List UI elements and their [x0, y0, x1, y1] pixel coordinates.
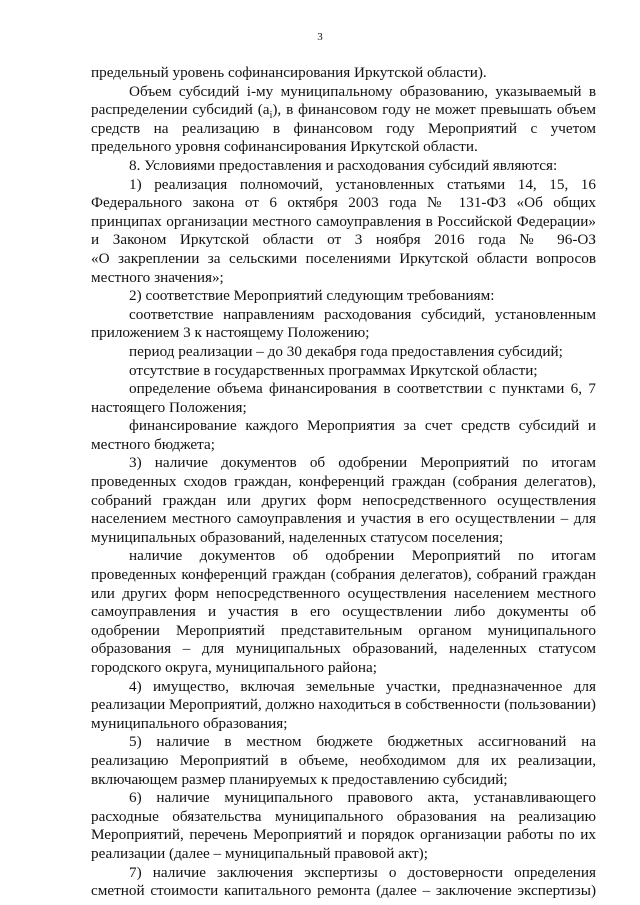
text-line: расходные обязательства муниципального образования на реализацию — [91, 807, 596, 825]
text-line: местного значения»; — [91, 268, 224, 286]
text-line: образования – для муниципальных образований, наделенных статусом — [91, 640, 596, 658]
text-line: включающем размер планируемых к предоставлению субсидий; — [91, 770, 508, 788]
text-line: 4) имущество, включая земельные участки, предназначенное для — [129, 677, 596, 695]
text-line: наличие документов об одобрении Мероприятий по итогам — [129, 547, 596, 565]
text-line: местного бюджета; — [91, 435, 215, 453]
text-line: принципах организации местного самоуправления в Российской Федерации» — [91, 212, 596, 230]
text-line: муниципального образования; — [91, 714, 288, 732]
text-line: городского округа, муниципального района; — [91, 659, 377, 676]
text-line: Федерального закона от 6 октября 2003 года № 131-ФЗ «Об общих — [91, 194, 596, 212]
text-line: приложением 3 к настоящему Положению; — [91, 324, 370, 342]
text-line: 3) наличие документов об одобрении Мероприятий по итогам — [129, 454, 596, 472]
text-line: предельный уровень софинансирования Иркутской области). — [91, 64, 487, 81]
text-line: отсутствие в государственных программах Иркутской области; — [129, 361, 538, 379]
text-line: реализацию Мероприятий в объеме, необходимом для их реализации, — [91, 751, 596, 769]
text-line: и Законом Иркутской области от 3 ноября 2016 года № 96-ОЗ — [91, 231, 596, 249]
text-line: «О закреплении за сельскими поселениями Иркутской области вопросов — [91, 249, 596, 267]
text-line: 7) наличие заключения экспертизы о достоверности определения — [129, 863, 596, 881]
document-body — [91, 64, 596, 901]
page-number: 3 — [317, 31, 323, 43]
text-line: населением местного самоуправления и участия в его осуществлении – для — [91, 510, 596, 528]
text-line: одобрении Мероприятий представительным органом муниципального — [91, 621, 596, 639]
text-line: или других форм непосредственного осуществления населением местного — [91, 584, 596, 602]
text-line: средств на реализацию в финансовом году Мероприятий с учетом — [91, 119, 596, 137]
text-line: распределении субсидий $(a_i)$, в финансовом году не может превышать объем — [91, 101, 596, 122]
text-line: 6) наличие муниципального правового акта, устанавливающего — [129, 789, 596, 807]
text-line: Мероприятий, перечень Мероприятий и порядок организации работы по их — [91, 826, 596, 844]
text-line: определение объема финансирования в соответствии с пунктами 6, 7 — [129, 380, 596, 398]
text-line: финансирование каждого Мероприятия за счет средств субсидий и — [129, 417, 596, 435]
text-line: 8. Условиями предоставления и расходования субсидий являются: — [129, 156, 558, 174]
text-line: проведенных сходов граждан, конференций граждан (собрания делегатов), — [91, 473, 596, 491]
text-line: предельного уровня софинансирования Иркутской области. — [91, 138, 478, 156]
text-line: проведенных конференций граждан (собрания делегатов), собраний граждан — [91, 566, 596, 584]
text-line: самоуправления и участия в его осуществлении либо документы об — [91, 603, 596, 621]
text-line: период реализации – до 30 декабря года предоставления субсидий; — [129, 342, 563, 360]
text-line: 2) соответствие Мероприятий следующим требованиям: — [129, 287, 495, 305]
text-line: реализации Мероприятий, должно находиться в собственности (пользовании) — [91, 696, 596, 714]
text-line: настоящего Положения; — [91, 398, 247, 416]
text-line: 5) наличие в местном бюджете бюджетных ассигнований на — [129, 733, 596, 751]
text-line: соответствие направлениям расходования субсидий, установленным — [129, 305, 596, 323]
text-line: Объем субсидий i-му муниципальному образованию, указываемый в — [129, 82, 596, 100]
text-line: собраний граждан или других форм непосредственного осуществления — [91, 491, 596, 509]
text-line: муниципальных образований, наделенных статусом поселения; — [91, 528, 504, 546]
text-line: реализации (далее – муниципальный правовой акт); — [91, 844, 428, 862]
text-line: сметной стоимости капитального ремонта (далее – заключение экспертизы) — [91, 882, 596, 900]
text-line: 1) реализация полномочий, установленных статьями 14, 15, 16 — [129, 175, 596, 193]
